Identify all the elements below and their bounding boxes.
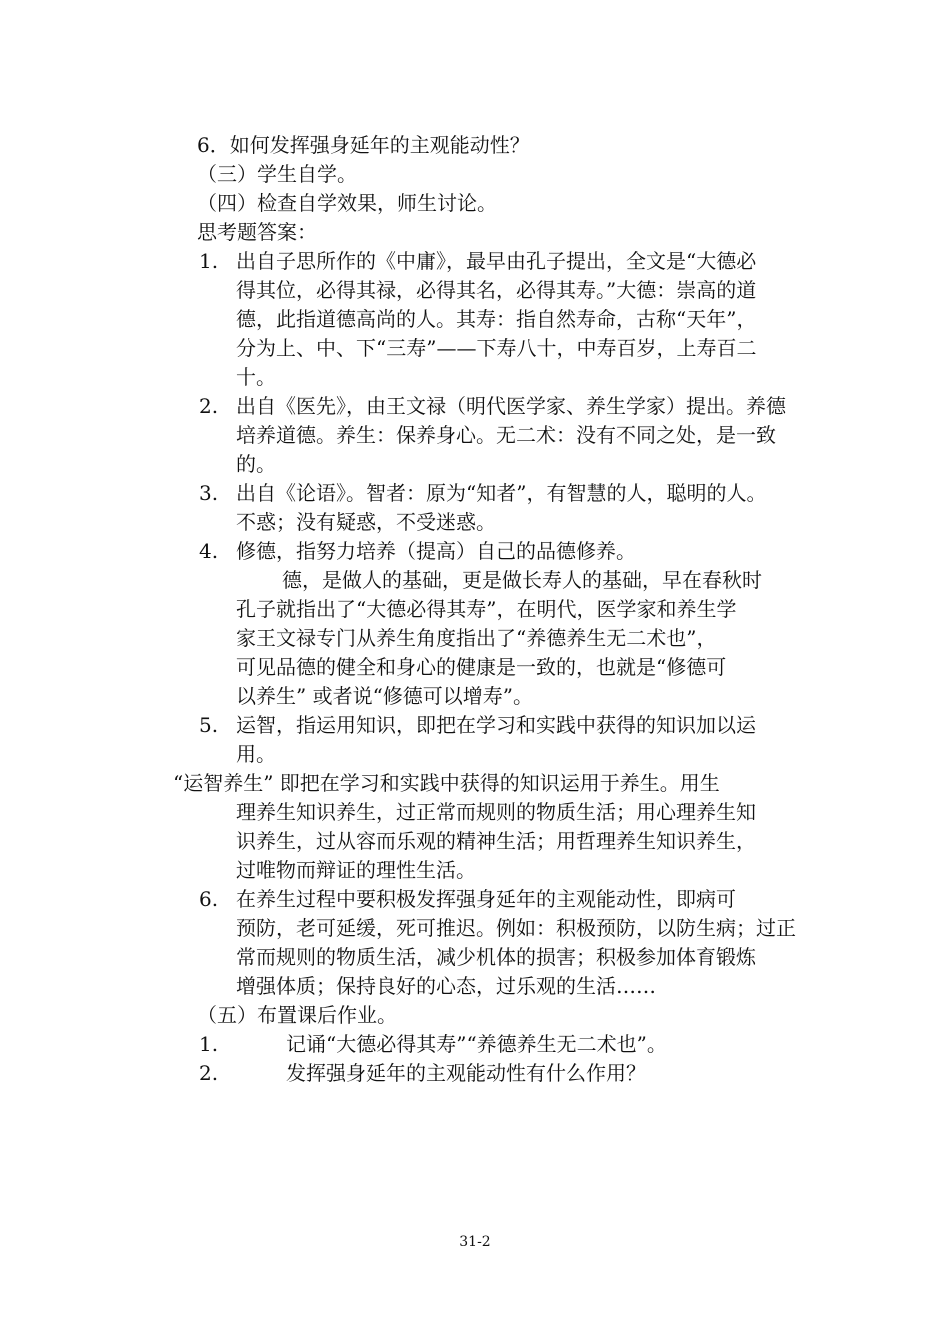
answer-line: 在养生过程中要积极发挥强身延年的主观能动性，即病可 — [236, 887, 736, 911]
section-4-heading: （四）检查自学效果，师生讨论。 — [197, 191, 497, 215]
answer-number: 6. — [199, 887, 219, 911]
answer-line: 过唯物而辩证的理性生活。 — [236, 858, 476, 882]
answer-line: 增强体质；保持良好的心态，过乐观的生活…… — [236, 974, 656, 998]
answer-line: 修德，指努力培养（提高）自己的品德修养。 — [236, 539, 636, 563]
answer-line: 出自《论语》。智者：原为“知者”，有智慧的人，聪明的人。 — [236, 481, 767, 505]
answer-number: 5. — [199, 713, 219, 737]
answer-line: 可见品德的健全和身心的健康是一致的，也就是“修德可 — [236, 655, 727, 679]
answer-line: 家王文禄专门从养生角度指出了“养德养生无二术也”， — [236, 626, 717, 650]
answer-line: 用。 — [236, 742, 276, 766]
answer-line: 分为上、中、下“三寿”——下寿八十，中寿百岁，上寿百二 — [236, 336, 757, 360]
answer-line: 以养生” 或者说“修德可以增寿”。 — [236, 684, 534, 708]
answer-line: 德，是做人的基础，更是做长寿人的基础，早在春秋时 — [282, 568, 762, 592]
answer-line: 预防，老可延缓，死可推迟。例如：积极预防，以防生病；过正 — [236, 916, 796, 940]
answer-line: 出自《医先》，由王文禄（明代医学家、养生学家）提出。养德 — [236, 394, 786, 418]
answer-number: 1. — [199, 249, 219, 273]
answer-line: 运智，指运用知识，即把在学习和实践中获得的知识加以运 — [236, 713, 756, 737]
answer-line: 的。 — [236, 452, 276, 476]
answer-line: 理养生知识养生，过正常而规则的物质生活；用心理养生知 — [236, 800, 756, 824]
answer-number: 4. — [199, 539, 219, 563]
answer-line: 得其位，必得其禄，必得其名，必得其寿。”大德：崇高的道 — [236, 278, 757, 302]
homework-item: 发挥强身延年的主观能动性有什么作用？ — [286, 1061, 646, 1085]
answer-line: 十。 — [236, 365, 276, 389]
answer-line: 不惑；没有疑惑，不受迷惑。 — [236, 510, 496, 534]
answer-line: 常而规则的物质生活，减少机体的损害；积极参加体育锻炼 — [236, 945, 756, 969]
question-6: 6．如何发挥强身延年的主观能动性？ — [197, 133, 530, 157]
answer-line: 出自子思所作的《中庸》，最早由孔子提出，全文是“大德必 — [236, 249, 757, 273]
answer-number: 2. — [199, 394, 219, 418]
answer-line: 识养生，过从容而乐观的精神生活；用哲理养生知识养生， — [236, 829, 756, 853]
answer-line: 培养道德。养生：保养身心。无二术：没有不同之处，是一致 — [236, 423, 776, 447]
section-5-heading: （五）布置课后作业。 — [197, 1003, 397, 1027]
homework-number: 2. — [199, 1061, 219, 1085]
answer-line: “运智养生” 即把在学习和实践中获得的知识运用于养生。用生 — [173, 771, 720, 795]
section-3-heading: （三）学生自学。 — [197, 162, 357, 186]
answer-line: 德，此指道德高尚的人。其寿：指自然寿命，古称“天年”， — [236, 307, 757, 331]
answer-line: 孔子就指出了“大德必得其寿”，在明代，医学家和养生学 — [236, 597, 737, 621]
homework-item: 记诵“大德必得其寿”“养德养生无二术也”。 — [286, 1032, 667, 1056]
answer-number: 3. — [199, 481, 219, 505]
answers-title: 思考题答案： — [197, 220, 317, 244]
page-number: 31-2 — [459, 1234, 491, 1250]
homework-number: 1. — [199, 1032, 219, 1056]
